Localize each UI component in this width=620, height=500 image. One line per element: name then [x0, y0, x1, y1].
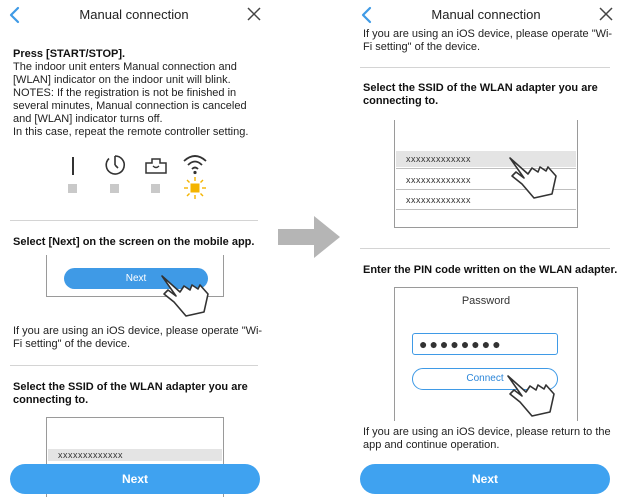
right-screen	[352, 0, 620, 500]
power-indicator-icon	[70, 156, 76, 176]
pin-title: Enter the PIN code written on the WLAN adapter.	[363, 264, 618, 276]
hand-pointer-icon	[156, 272, 212, 318]
ios-note-line: If you are using an iOS device, please operate "Wi-	[363, 28, 613, 40]
ssid-row: xxxxxxxxxxxxx	[58, 450, 123, 460]
page-title: Manual connection	[79, 7, 189, 22]
step1-title: Press [START/STOP].	[13, 48, 126, 60]
next-button[interactable]: Next	[10, 464, 260, 494]
ssid-separator	[396, 209, 576, 210]
ios-note-line: If you are using an iOS device, please operate "Wi-	[13, 325, 263, 337]
step1-line: NOTES: If the registration is not be finished in	[13, 87, 237, 99]
mock-connect-button: Connect	[412, 368, 558, 390]
ssid-title: connecting to.	[363, 95, 439, 107]
ssid-title: Select the SSID of the WLAN adapter you are	[363, 82, 598, 94]
password-label: Password	[461, 295, 511, 307]
ssid-row: xxxxxxxxxxxxx	[406, 154, 471, 164]
header	[352, 0, 620, 30]
timer-indicator-light	[110, 184, 119, 193]
wlan-blink-light	[183, 176, 207, 200]
step1-line: In this case, repeat the remote controller setting.	[13, 126, 249, 138]
arrow-right-icon	[278, 216, 340, 258]
final-note-line: app and continue operation.	[363, 439, 500, 451]
page-title: Manual connection	[431, 7, 541, 22]
mock-next-button: Next	[64, 268, 208, 289]
ssid-title: connecting to.	[13, 394, 89, 406]
step1-line: The indoor unit enters Manual connection and	[13, 61, 237, 73]
final-note-line: If you are using an iOS device, please return to the	[363, 426, 611, 438]
divider	[10, 220, 258, 221]
ssid-title: Select the SSID of the WLAN adapter you are	[13, 381, 248, 393]
hand-pointer-icon	[502, 372, 558, 418]
step1-line: [WLAN] indicator on the indoor unit will blink.	[13, 74, 231, 86]
next-button[interactable]: Next	[360, 464, 610, 494]
timer-indicator-icon	[104, 154, 126, 176]
divider	[360, 67, 610, 68]
password-field: ●●●●●●●●	[412, 333, 558, 355]
close-icon[interactable]	[598, 6, 614, 22]
header	[0, 0, 268, 30]
ssid-row: xxxxxxxxxxxxx	[406, 195, 471, 205]
ios-note-line: Fi setting" of the device.	[13, 338, 131, 350]
close-icon[interactable]	[246, 6, 262, 22]
ios-note-line: Fi setting" of the device.	[363, 41, 481, 53]
wlan-indicator-icon	[182, 153, 208, 175]
hand-pointer-icon	[504, 154, 560, 200]
step1-line: several minutes, Manual connection is canceled	[13, 100, 247, 112]
divider	[10, 365, 258, 366]
step2-title: Select [Next] on the screen on the mobile app.	[13, 236, 255, 248]
filter-indicator-light	[151, 184, 160, 193]
left-screen	[0, 0, 268, 500]
filter-indicator-icon	[144, 155, 168, 175]
divider	[360, 248, 610, 249]
ssid-row: xxxxxxxxxxxxx	[406, 175, 471, 185]
power-indicator-light	[68, 184, 77, 193]
indicator-panel	[60, 150, 220, 200]
step1-line: and [WLAN] indicator turns off.	[13, 113, 163, 125]
